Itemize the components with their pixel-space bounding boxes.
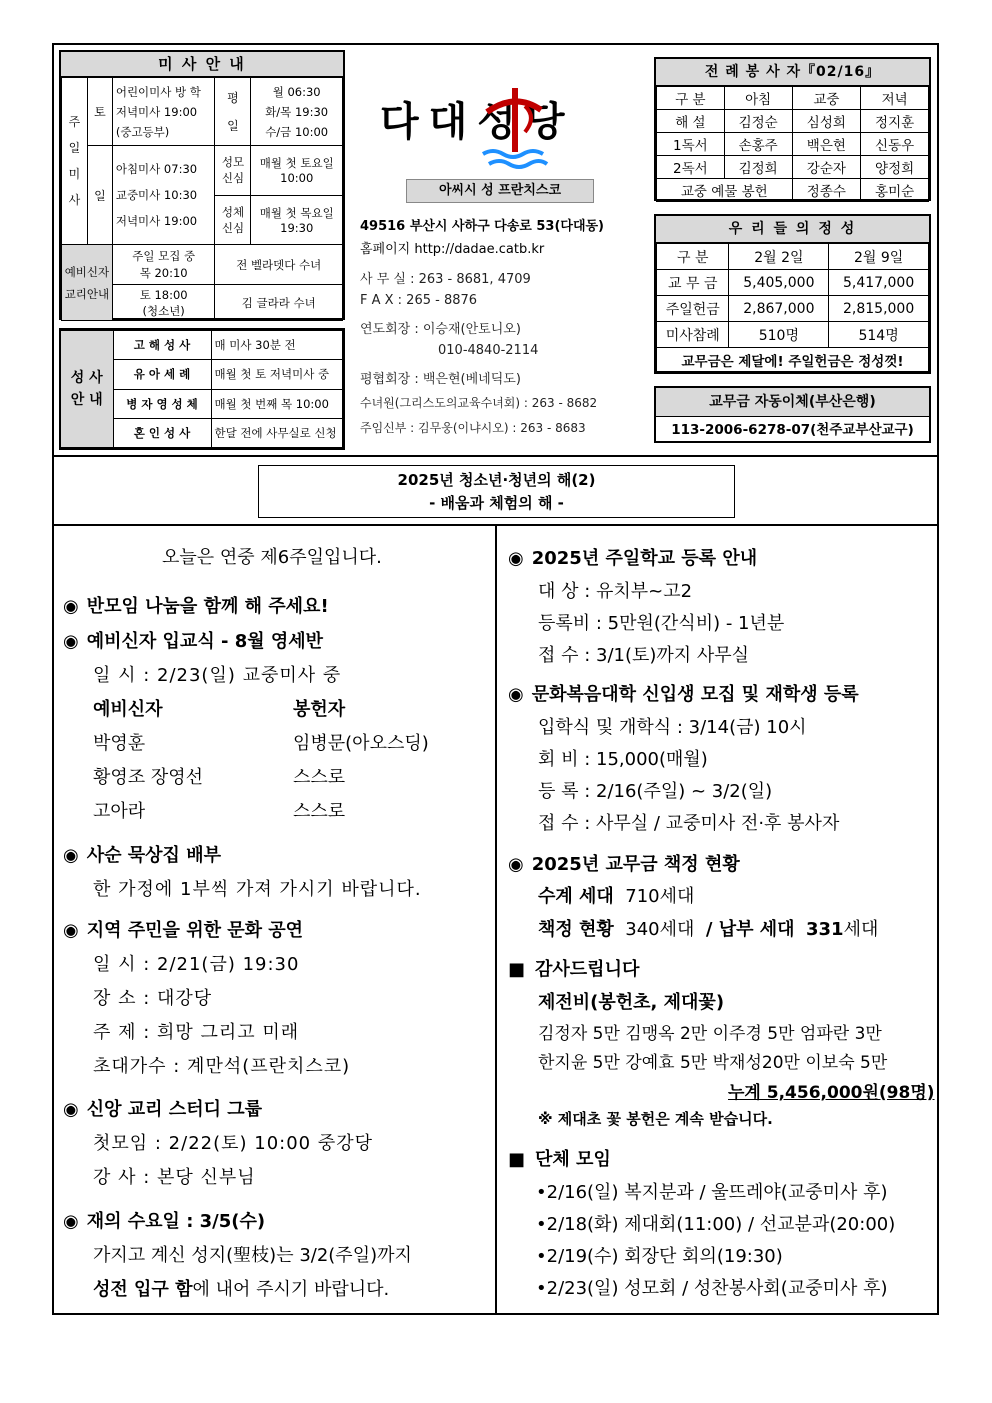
office-phone: 사 무 실 : 263 - 8681, 4709 [360, 272, 531, 287]
notice-heading: ◉ 반모임 나눔을 함께 해 주세요! [63, 592, 329, 618]
notice-line: 책정 현황 340세대 / 납부 세대 331세대 [538, 919, 879, 940]
catechumen-col-header: 예비신자 [93, 699, 163, 720]
offering-header: 2월 9일 [829, 244, 929, 270]
autopay-box [654, 386, 931, 443]
sacred-label: 성체 신심 [215, 195, 251, 244]
church-address: 49516 부산시 사하구 다송로 53(다대동) [360, 219, 605, 234]
offering-cell: 2,815,000 [829, 296, 929, 322]
mass-title: 미 사 안 내 [61, 52, 343, 77]
church-homepage[interactable]: 홈페이지 http://dadae.catb.kr [360, 242, 545, 257]
offering-note: 교무금은 제달에! 주일헌금은 정성껏! [657, 348, 929, 372]
servers-cell: 김정희 [724, 156, 792, 179]
sacrament-name: 병 자 영 성 체 [113, 389, 211, 418]
saturday-label: 토 [87, 78, 112, 146]
offering-cell: 5,417,000 [829, 270, 929, 296]
notice-heading: ◉ 사순 묵상집 배부 [63, 841, 221, 867]
notice-line: 첫모임 : 2/22(토) 10:00 중강당 [93, 1133, 374, 1154]
banner-line-1: 2025년 청소년·청년의 해(2) [397, 471, 596, 489]
offering-cell: 514명 [829, 322, 929, 348]
servers-cell: 양정희 [861, 156, 929, 179]
servers-cell: 해 설 [657, 110, 725, 133]
sacrament-info: 한달 전에 사무실로 신청 [211, 418, 343, 447]
sacrament-info: 매월 첫 토 저녁미사 중 [211, 360, 343, 389]
mass-table [61, 77, 343, 321]
servers-cell: 정지훈 [861, 110, 929, 133]
catechumen-teacher-1: 전 벨라뎃다 수녀 [215, 245, 343, 285]
notice-line: 입학식 및 개학식 : 3/14(금) 10시 [538, 717, 807, 738]
notice-heading: ◉ 2025년 교무금 책정 현황 [508, 850, 740, 876]
notice-heading: ■ 단체 모임 [508, 1145, 611, 1171]
notice-line: 일 시 : 2/23(일) 교중미사 중 [93, 665, 342, 686]
sponsor-name: 임병문(아오스딩) [293, 733, 429, 754]
sacrament-name: 고 해 성 사 [113, 331, 211, 360]
offering-cell: 5,405,000 [729, 270, 829, 296]
autopay-title: 교무금 자동이체(부산은행) [656, 388, 929, 417]
servers-header: 아침 [724, 87, 792, 110]
servers-cell: 백은현 [792, 133, 861, 156]
sunday-mass-label: 주 일 미 사 [62, 78, 88, 245]
servers-title: 전 례 봉 사 자『02/16』 [656, 59, 929, 86]
servers-cell: 홍미순 [861, 179, 929, 202]
sponsor-name: 스스로 [293, 767, 346, 788]
office-fax: F A X : 265 - 8876 [360, 293, 478, 308]
servers-cell: 교중 예물 봉헌 [657, 179, 793, 202]
church-logo [380, 82, 630, 182]
weekday-times: 월 06:30 화/목 19:30 수/금 10:00 [251, 78, 343, 146]
donor-line: 한지윤 5만 강예효 5만 박재성20만 이보숙 5만 [538, 1053, 888, 1073]
servers-header: 저녁 [861, 87, 929, 110]
servers-table [656, 86, 929, 202]
divider-top [52, 455, 939, 457]
offering-header: 2월 2일 [729, 244, 829, 270]
meeting-line: •2/19(수) 회장단 회의(19:30) [536, 1246, 783, 1267]
weekday-label: 평 일 [215, 78, 251, 146]
notice-note: ※ 제대초 꽃 봉헌은 계속 받습니다. [538, 1110, 773, 1128]
notice-line: 주 제 : 희망 그리고 미래 [93, 1022, 300, 1043]
notice-line: 회 비 : 15,000(매월) [538, 749, 708, 770]
notice-line: 초대가수 : 계만석(프란치스코) [93, 1056, 351, 1077]
notice-line: 장 소 : 대강당 [93, 988, 213, 1009]
offering-cell: 미사참례 [657, 322, 729, 348]
holy-hour-label: 성모 신심 [215, 146, 251, 195]
notice-heading: ◉ 2025년 주일학교 등록 안내 [508, 544, 757, 570]
servers-cell: 김정순 [724, 110, 792, 133]
servers-cell: 신동우 [861, 133, 929, 156]
sacrament-name: 유 아 세 례 [113, 360, 211, 389]
chairman-phone: 010-4840-2114 [438, 343, 539, 358]
notice-line: 등 록 : 2/16(주일) ~ 3/2(일) [538, 781, 773, 802]
notice-heading: ◉ 지역 주민을 위한 문화 공연 [63, 916, 303, 942]
notice-line: 가지고 계신 성지(聖枝)는 3/2(주일)까지 [93, 1245, 412, 1266]
sacrament-name: 혼 인 성 사 [113, 418, 211, 447]
catechumen-name: 황영조 장영선 [93, 767, 204, 788]
notice-subheading: 제전비(봉헌초, 제대꽃) [538, 992, 725, 1013]
offering-header: 구 분 [657, 244, 729, 270]
notice-line: 강 사 : 본당 신부님 [93, 1167, 256, 1188]
offering-title: 우 리 들 의 정 성 [656, 216, 929, 243]
offering-cell: 주일헌금 [657, 296, 729, 322]
servers-cell: 2독서 [657, 156, 725, 179]
offering-box [654, 214, 931, 374]
offering-table [656, 243, 929, 372]
meeting-line: •2/18(화) 제대회(11:00) / 선교분과(20:00) [536, 1214, 896, 1235]
servers-box [654, 57, 931, 201]
notice-line: 수계 세대 710세대 [538, 886, 695, 907]
offering-cell: 2,867,000 [729, 296, 829, 322]
notice-line: 접 수 : 사무실 / 교중미사 전·후 봉사자 [538, 813, 840, 834]
notice-heading: ■ 감사드립니다 [508, 955, 639, 981]
servers-cell: 심성희 [792, 110, 861, 133]
sacraments-label: 성 사 안 내 [61, 331, 113, 448]
sponsor-name: 스스로 [293, 801, 346, 822]
notice-line: 등록비 : 5만원(간식비) - 1년분 [538, 613, 785, 634]
donor-line: 김정자 5만 김맹옥 2만 이주경 5만 엄파란 3만 [538, 1024, 882, 1044]
meeting-line: •2/16(일) 복지분과 / 울뜨레야(교중미사 후) [536, 1182, 888, 1203]
notice-line: 일 시 : 2/21(금) 19:30 [93, 954, 300, 975]
catechumen-time-1: 주일 모집 중 목 20:10 [112, 245, 215, 285]
servers-header: 구 분 [657, 87, 725, 110]
notice-heading: ◉ 예비신자 입교식 - 8월 영세반 [63, 627, 323, 653]
catechumen-time-2: 토 18:00 (청소년) [112, 285, 215, 321]
servers-cell: 손홍주 [724, 133, 792, 156]
sunday-label: 일 [87, 146, 112, 245]
sunday-intro: 오늘은 연중 제6주일입니다. [162, 547, 382, 568]
notice-line: 한 가정에 1부씩 가져 가시기 바랍니다. [93, 879, 422, 900]
holy-hour-time: 매월 첫 토요일 10:00 [251, 146, 342, 195]
autopay-account: 113-2006-6278-07(천주교부산교구) [671, 422, 914, 438]
sacraments-table [61, 330, 343, 448]
sacrament-info: 매월 첫 번째 목 10:00 [211, 389, 343, 418]
pastor: 주임신부 : 김무웅(이냐시오) : 263 - 8683 [360, 421, 586, 435]
notice-line: 대 상 : 유치부~고2 [538, 581, 693, 602]
notice-heading: ◉ 문화복음대학 신입생 모집 및 재학생 등록 [508, 680, 859, 706]
offering-cell: 교 무 금 [657, 270, 729, 296]
catechumen-label: 예비신자 교리안내 [62, 245, 113, 321]
notice-heading: ◉ 재의 수요일 : 3/5(수) [63, 1207, 265, 1233]
catechumen-name: 박영훈 [93, 733, 146, 754]
theme-banner [258, 465, 735, 518]
servers-cell: 정종수 [792, 179, 861, 202]
council-president: 평협회장 : 백은현(베네딕도) [360, 372, 521, 387]
church-name: 다대성당 [380, 100, 575, 144]
sunday-masses: 아침미사 07:30 교중미사 10:30 저녁미사 19:00 [112, 146, 215, 245]
servers-header: 교중 [792, 87, 861, 110]
banner-line-2: - 배움과 체험의 해 - [429, 494, 564, 512]
divider-columns [495, 525, 497, 1315]
servers-cell: 강순자 [792, 156, 861, 179]
mass-schedule [59, 50, 345, 320]
devotion-cell [215, 146, 343, 245]
nunnery: 수녀원(그리스도의교육수녀회) : 263 - 8682 [360, 396, 598, 410]
sacraments-box [59, 328, 345, 450]
sacrament-info: 매 미사 30분 전 [211, 331, 343, 360]
patron-badge: 아씨시 성 프란치스코 [406, 179, 594, 203]
notice-line: 성전 입구 함에 내어 주시기 바랍니다. [93, 1279, 390, 1300]
meeting-line: •2/23(일) 성모회 / 성찬봉사회(교중미사 후) [536, 1278, 888, 1299]
servers-cell: 1독서 [657, 133, 725, 156]
donation-total: 누계 5,456,000원(98명) [728, 1083, 935, 1103]
catechumen-name: 고아라 [93, 801, 146, 822]
catechumen-teacher-2: 김 글라라 수녀 [215, 285, 343, 321]
notice-line: 접 수 : 3/1(토)까지 사무실 [538, 645, 750, 666]
saturday-masses: 어린이미사 방 학 저녁미사 19:00 (중고등부) [112, 78, 215, 146]
chairman: 연도회장 : 이승재(안토니오) [360, 322, 521, 337]
notice-heading: ◉ 신앙 교리 스터디 그룹 [63, 1095, 262, 1121]
cross-fish-icon [475, 82, 555, 177]
sacred-time: 매월 첫 목요일 19:30 [251, 195, 342, 244]
sponsor-col-header: 봉헌자 [293, 699, 346, 720]
offering-cell: 510명 [729, 322, 829, 348]
